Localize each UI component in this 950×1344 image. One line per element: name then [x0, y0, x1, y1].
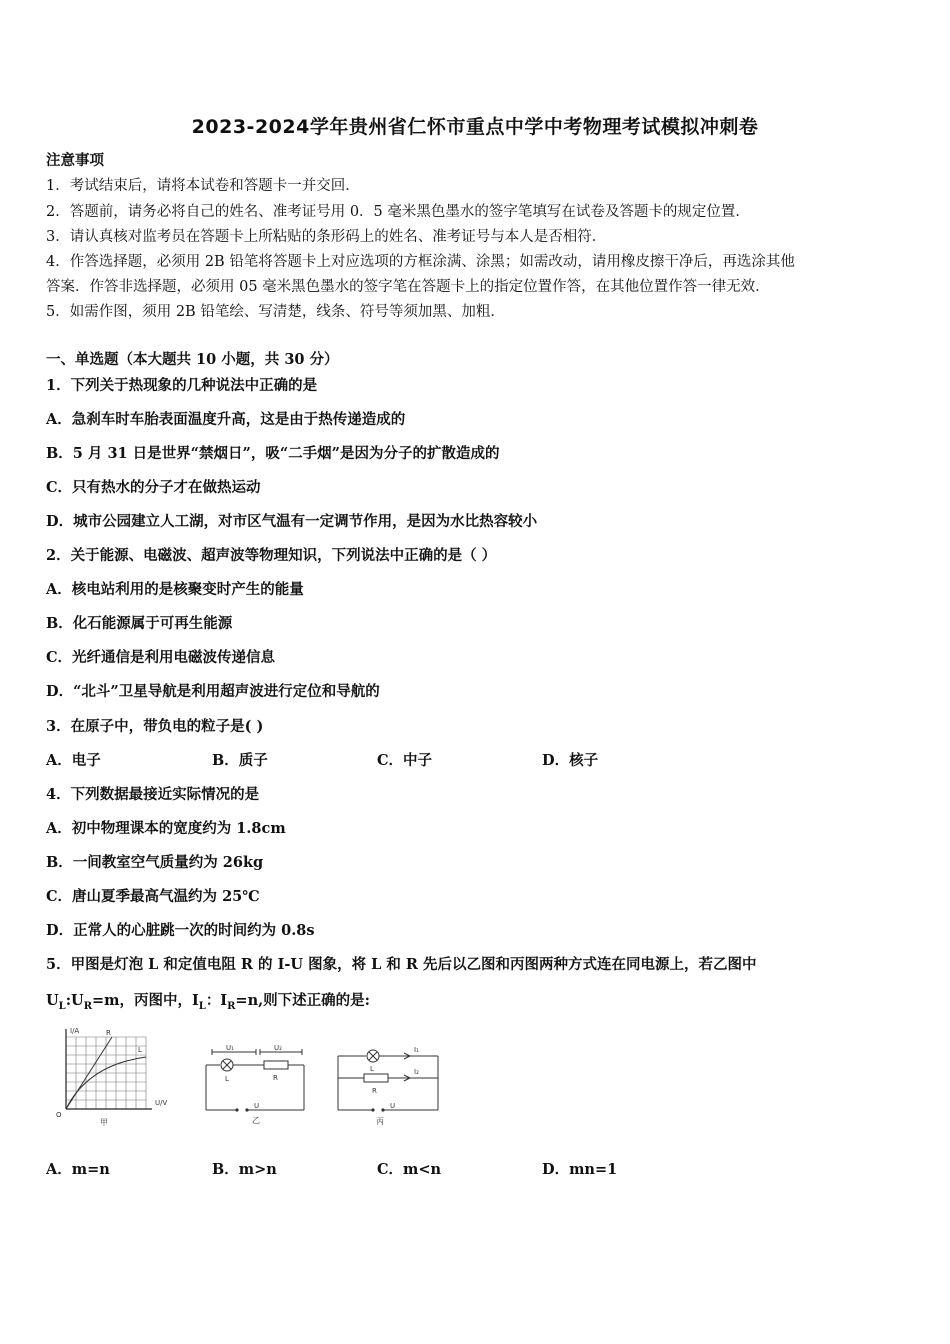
option: B．化石能源属于可再生能源 — [46, 615, 233, 632]
line-r-label: R — [106, 1029, 111, 1037]
option: A．急刹车时车胎表面温度升高，这是由于热传递造成的 — [46, 411, 406, 428]
option: C．唐山夏季最高气温约为 25℃ — [46, 888, 260, 905]
option: A．电子 — [46, 752, 101, 769]
notice-item: 1．考试结束后，请将本试卷和答题卡一并交回． — [46, 178, 360, 194]
notice-item: 2．答题前，请务必将自己的姓名、准考证号用 0．5 毫米黑色墨水的签字笔填写在试卷及答题卡的规定位置． — [46, 204, 750, 220]
notice-item: 答案．作答非选择题，必须用 05 毫米黑色墨水的签字笔在答题卡上的指定位置作答，在其他位置作答一律无效． — [46, 279, 770, 295]
lamp-label: L — [225, 1075, 229, 1083]
notice-item: 4．作答选择题，必须用 2B 铅笔将答题卡上对应选项的方框涂满、涂黑；如需改动，请用橡皮擦干净后，再选涂其他 — [46, 254, 795, 270]
option: B．质子 — [212, 752, 268, 769]
option: A．m=n — [46, 1161, 110, 1178]
option: C．光纤通信是利用电磁波传递信息 — [46, 649, 276, 666]
source-label: U — [254, 1102, 260, 1110]
option: D．“北斗”卫星导航是利用超声波进行定位和导航的 — [46, 683, 380, 700]
question-stem: 4．下列数据最接近实际情况的是 — [46, 786, 260, 803]
current-label: I₁ — [414, 1046, 419, 1054]
graph-grid — [66, 1037, 146, 1109]
voltage-label: U₂ — [274, 1044, 282, 1052]
resistor-symbol — [264, 1061, 288, 1069]
section-heading: 一、单选题（本大题共 10 小题，共 30 分） — [46, 351, 339, 368]
question-stem: 3．在原子中，带负电的粒子是( ) — [46, 718, 264, 735]
terminal — [235, 1108, 238, 1111]
y-axis-label: I/A — [70, 1027, 80, 1035]
resistor-symbol — [364, 1074, 388, 1082]
option: C．中子 — [377, 752, 433, 769]
question-stem: 2．关于能源、电磁波、超声波等物理知识，下列说法中正确的是（ ） — [46, 547, 497, 564]
option: D．城市公园建立人工湖，对市区气温有一定调节作用，是因为水比热容较小 — [46, 513, 538, 530]
option: C．m<n — [377, 1161, 442, 1178]
parallel-circuit-figure — [330, 1040, 448, 1130]
x-axis-label: U/V — [155, 1099, 168, 1107]
notice-heading: 注意事项 — [46, 152, 104, 169]
option: B．m>n — [212, 1161, 277, 1178]
voltage-label: U₁ — [226, 1044, 234, 1052]
terminal — [245, 1108, 248, 1111]
iu-graph-figure — [52, 1025, 182, 1130]
series-circuit-figure — [198, 1040, 316, 1130]
notice-item: 3．请认真核对监考员在答题卡上所粘贴的条形码上的姓名、准考证号与本人是否相符． — [46, 229, 607, 245]
figure-caption: 丙 — [376, 1117, 384, 1126]
option: B．一间教室空气质量约为 26kg — [46, 854, 264, 871]
option: B．5 月 31 日是世界“禁烟日”，吸“二手烟”是因为分子的扩散造成的 — [46, 445, 500, 462]
option: C．只有热水的分子才在做热运动 — [46, 479, 261, 496]
option: A．初中物理课本的宽度约为 1.8cm — [46, 820, 286, 837]
resistor-label: R — [372, 1087, 377, 1095]
figure-caption: 乙 — [252, 1116, 260, 1125]
terminal — [381, 1108, 384, 1111]
source-label: U — [390, 1102, 396, 1110]
question-stem: 5．甲图是灯泡 L 和定值电阻 R 的 I-U 图象，将 L 和 R 先后以乙图和丙图两种方式连在同电源上，若乙图中 — [46, 956, 757, 973]
option: D．mn=1 — [542, 1161, 618, 1178]
lamp-label: L — [370, 1065, 374, 1073]
notice-item: 5．如需作图，须用 2B 铅笔绘、写清楚，线条、符号等须加黑、加粗． — [46, 304, 505, 320]
origin-label: O — [56, 1111, 62, 1119]
page-title: 2023-2024学年贵州省仁怀市重点中学中考物理考试模拟冲刺卷 — [191, 116, 759, 138]
current-label: I₂ — [414, 1068, 419, 1076]
question-stem: 1．下列关于热现象的几种说法中正确的是 — [46, 377, 318, 394]
terminal — [371, 1108, 374, 1111]
option: D．正常人的心脏跳一次的时间约为 0.8s — [46, 922, 315, 939]
question-stem-continued: $U_L:U_R=m$，丙图中，$I_L$：$I_R=n$,则下述正确的是: — [46, 992, 371, 1012]
resistor-label: R — [273, 1074, 278, 1082]
option: D．核子 — [542, 752, 599, 769]
curve-l-label: L — [138, 1046, 142, 1054]
option: A．核电站利用的是核聚变时产生的能量 — [46, 581, 304, 598]
figure-caption: 甲 — [100, 1118, 108, 1127]
